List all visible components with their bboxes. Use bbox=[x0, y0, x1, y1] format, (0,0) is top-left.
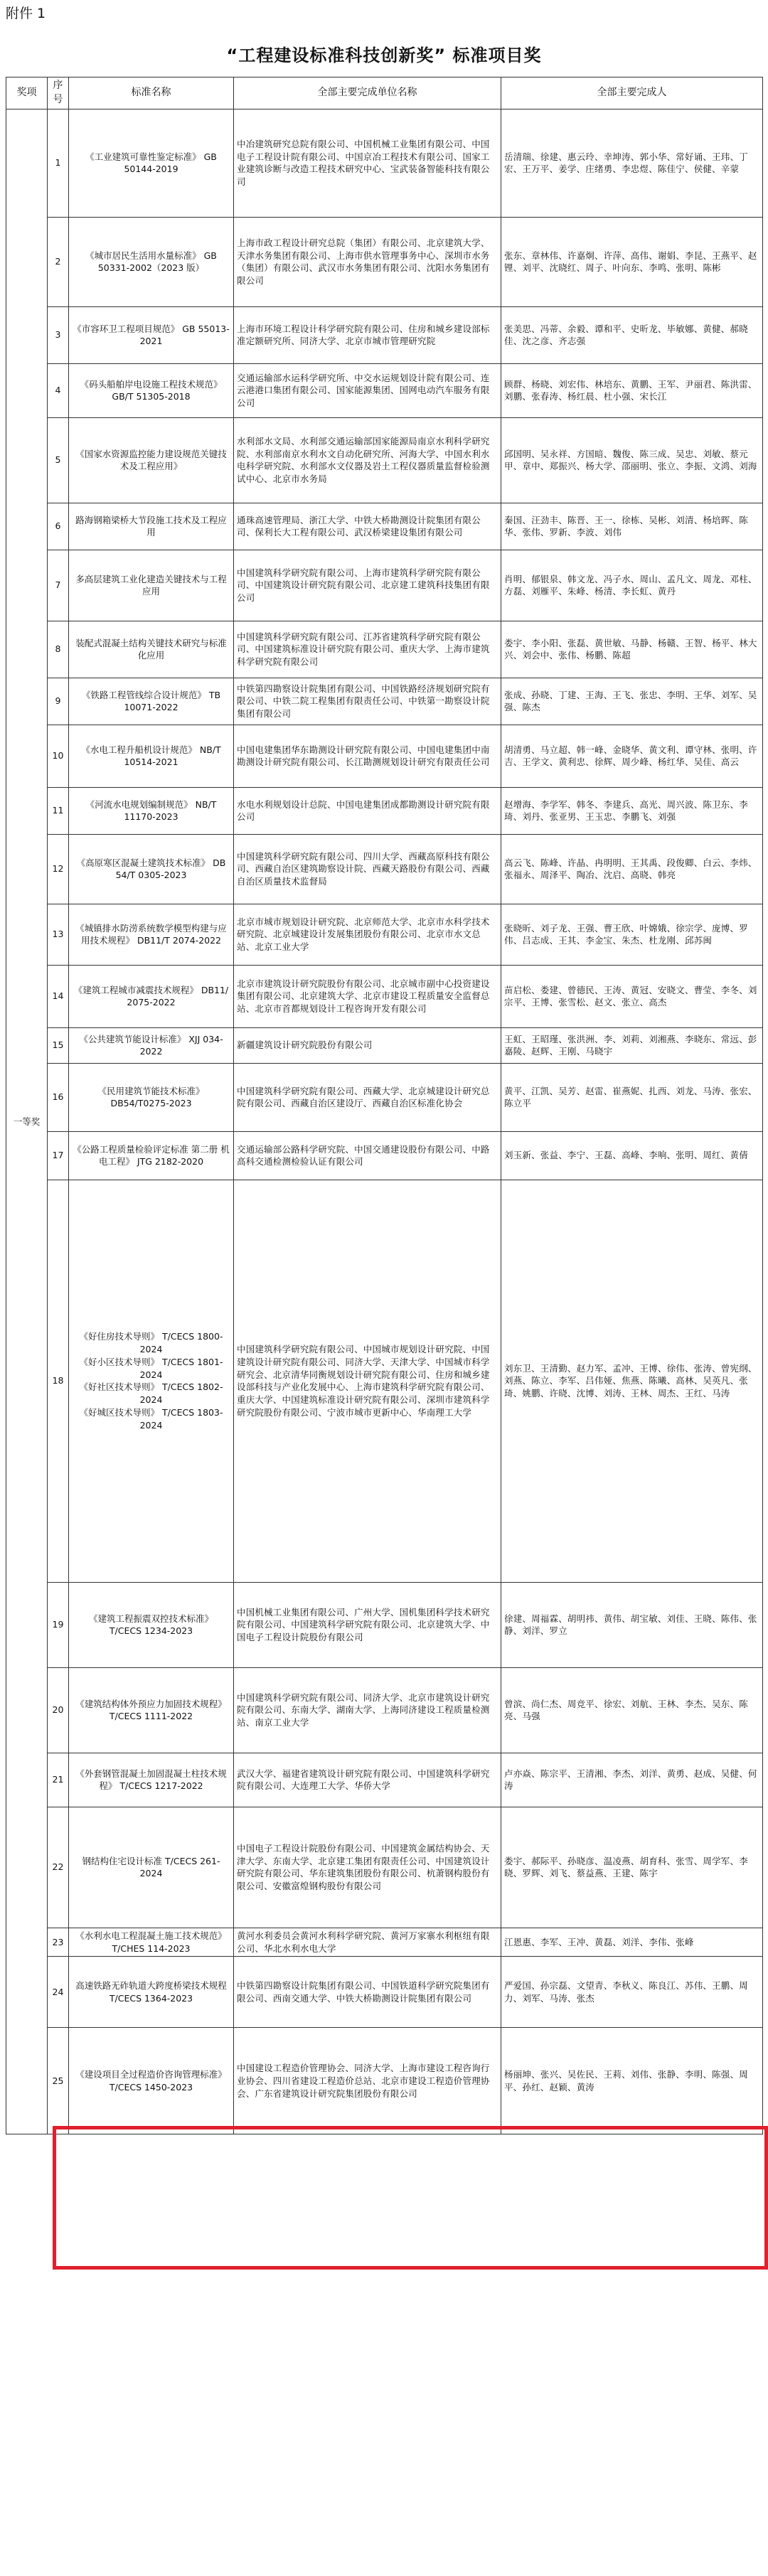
row-number: 15 bbox=[48, 1027, 69, 1063]
row-number: 9 bbox=[48, 678, 69, 725]
people-cell: 邱国明、吴永祥、方国暗、魏俊、陈三成、吴忠、刘敏、蔡元甲、章中、郑振兴、杨大学、邵丽明、张立、李振、文鸿、刘海 bbox=[501, 417, 763, 503]
people-cell: 严爱国、孙宗磊、文望青、李秋义、陈良江、苏伟、王鹏、周力、刘军、马涛、张杰 bbox=[501, 1957, 763, 2028]
table-row bbox=[6, 2028, 763, 2134]
units-cell: 交通运输部公路科学研究院、中国交通建设股份有限公司、中路高科交通检测检验认证有限公司 bbox=[234, 1131, 501, 1180]
table-header-row bbox=[6, 78, 763, 109]
table-row bbox=[6, 109, 763, 217]
row-number: 1 bbox=[48, 109, 69, 217]
standard-name: 《外套钢管混凝土加固混凝土柱技术规程》 T/CECS 1217-2022 bbox=[69, 1753, 234, 1807]
table-row bbox=[6, 1957, 763, 2028]
units-cell: 中国建筑科学研究院有限公司、中国城市规划设计研究院、中国建筑设计研究院有限公司、同济大学、天津大学、中国城市科学研究会、北京清华同衡规划设计研究院有限公司、住房和城乡建设部科技与产业化发展中心、上海市建筑科学研究院有限公司、重庆大学、中国建筑标准设计研究院有限公司、深圳市建筑科学研究院股份有限公司、宁波市城市更新中心、华南理工大学 bbox=[234, 1180, 501, 1582]
units-cell: 中国建设工程造价管理协会、同济大学、上海市建设工程咨询行业协会、四川省建设工程造价总站、北京市建设工程造价管理协会、广东省建筑设计研究院集团股份有限公司 bbox=[234, 2028, 501, 2134]
standard-name: 《建筑工程振震双控技术标准》 T/CECS 1234-2023 bbox=[69, 1582, 234, 1667]
units-cell: 北京市建筑设计研究院股份有限公司、北京城市副中心投资建设集团有限公司、北京建筑大学、北京市建设工程质量安全监督总站、北京市首都规划设计工程咨询开发有限公司 bbox=[234, 965, 501, 1027]
people-cell: 赵增海、李学军、韩冬、李建兵、高光、周兴波、陈卫东、李琦、刘丹、张亚男、王玉忠、李鹏飞、刘强 bbox=[501, 787, 763, 834]
header-no: 序号 bbox=[48, 78, 69, 109]
award-level: 一等奖 bbox=[6, 109, 48, 2134]
people-cell: 秦国、汪劲丰、陈晋、王一、徐栋、吴彬、刘清、杨培晖、陈华、张伟、罗新、李波、刘伟 bbox=[501, 503, 763, 550]
people-cell: 王虹、王昭瑾、张洪洲、李、刘莉、刘湘燕、李晓东、常远、彭嘉陵、赵辉、王刚、马晓宇 bbox=[501, 1027, 763, 1063]
row-number: 18 bbox=[48, 1180, 69, 1582]
table-row bbox=[6, 1027, 763, 1063]
standard-name: 《铁路工程管线综合设计规范》 TB 10071-2022 bbox=[69, 678, 234, 725]
table-row bbox=[6, 1180, 763, 1582]
units-cell: 中国电子工程设计院股份有限公司、中国建筑金属结构协会、天津大学、东南大学、北京建工集团有限责任公司、中国建筑设计研究院有限公司、华东建筑集团股份有限公司、杭萧钢构股份有限公司、安徽富煌钢构股份有限公司 bbox=[234, 1807, 501, 1928]
standard-name: 高速铁路无砟轨道大跨度桥梁技术规程 T/CECS 1364-2023 bbox=[69, 1957, 234, 2028]
standard-name: 《公路工程质量检验评定标准 第二册 机电工程》 JTG 2182-2020 bbox=[69, 1131, 234, 1180]
table-row bbox=[6, 306, 763, 363]
table-row bbox=[6, 1063, 763, 1131]
units-cell: 中铁第四勘察设计院集团有限公司、中国铁路经济规划研究院有限公司、中铁二院工程集团有限责任公司、中铁第一勘察设计院集团有限公司 bbox=[234, 678, 501, 725]
row-number: 7 bbox=[48, 550, 69, 621]
row-number: 6 bbox=[48, 503, 69, 550]
table-row bbox=[6, 217, 763, 306]
table-row bbox=[6, 1807, 763, 1928]
units-cell: 水电水利规划设计总院、中国电建集团成都勘测设计研究院有限公司 bbox=[234, 787, 501, 834]
row-number: 20 bbox=[48, 1667, 69, 1753]
people-cell: 顾群、杨晓、刘宏伟、林培东、黄鹏、王军、尹丽君、陈洪雷、刘鹏、张春涛、杨红晨、杜小强、宋长江 bbox=[501, 363, 763, 417]
units-cell: 中铁第四勘察设计院集团有限公司、中国铁道科学研究院集团有限公司、西南交通大学、中铁大桥勘测设计院集团有限公司 bbox=[234, 1957, 501, 2028]
people-cell: 张东、章林伟、许嘉炯、许萍、高伟、谢娟、李昆、王燕平、赵锂、刘平、沈晓红、周子、叶向东、李鸣、张明、陈彬 bbox=[501, 217, 763, 306]
row-number: 19 bbox=[48, 1582, 69, 1667]
standard-name: 装配式混凝土结构关键技术研究与标准化应用 bbox=[69, 621, 234, 678]
standard-name: 《好住房技术导则》 T/CECS 1800-2024 《好小区技术导则》 T/CECS 1801-2024 《好社区技术导则》 T/CECS 1802-2024 《好城区技术导则》 T/CECS 1803-2024 bbox=[69, 1180, 234, 1582]
standard-name: 《公共建筑节能设计标准》 XJJ 034-2022 bbox=[69, 1027, 234, 1063]
table-row bbox=[6, 678, 763, 725]
people-cell: 卢亦焱、陈宗平、王清湘、李杰、刘洋、黄勇、赵成、吴健、何涛 bbox=[501, 1753, 763, 1807]
table-row bbox=[6, 1582, 763, 1667]
highlight-box bbox=[53, 2126, 768, 2270]
header-name: 标准名称 bbox=[69, 78, 234, 109]
row-number: 22 bbox=[48, 1807, 69, 1928]
people-cell: 徐建、周福霖、胡明祎、黄伟、胡宝敏、刘佳、王晓、陈伟、张静、刘洋、罗立 bbox=[501, 1582, 763, 1667]
standard-name: 路海钢箱梁桥大节段施工技术及工程应用 bbox=[69, 503, 234, 550]
units-cell: 中国建筑科学研究院有限公司、江苏省建筑科学研究院有限公司、中国建筑标准设计研究院有限公司、重庆大学、上海市建筑科学研究院有限公司 bbox=[234, 621, 501, 678]
people-cell: 苗启松、娄建、曾德民、王涛、黄冠、安晓文、曹莹、李冬、刘宗平、王博、张雪松、赵文、张立、高杰 bbox=[501, 965, 763, 1027]
people-cell: 张美思、冯蒂、余毅、谭和平、史昕龙、毕敏娜、黄健、郝晓佳、沈之彦、齐志强 bbox=[501, 306, 763, 363]
table-row bbox=[6, 1131, 763, 1180]
units-cell: 中国电建集团华东勘测设计研究院有限公司、中国电建集团中南勘测设计研究院有限公司、长江勘测规划设计研究有限责任公司 bbox=[234, 725, 501, 787]
standard-name: 《建设项目全过程造价咨询管理标准》 T/CECS 1450-2023 bbox=[69, 2028, 234, 2134]
units-cell: 中国机械工业集团有限公司、广州大学、国机集团科学技术研究院有限公司、中国建筑科学研究院有限公司、北京建筑大学、中国电子工程设计院股份有限公司 bbox=[234, 1582, 501, 1667]
units-cell: 中国建筑科学研究院有限公司、上海市建筑科学研究院有限公司、中国建筑设计研究院有限公司、北京建工建筑科技集团有限公司 bbox=[234, 550, 501, 621]
standard-name: 《水利水电工程混凝土施工技术规范》 T/CHES 114-2023 bbox=[69, 1928, 234, 1957]
people-cell: 娄宇、郝际平、孙晓彦、温凌燕、胡育科、张雪、周学军、李晓、罗辉、刘飞、蔡益燕、王建、陈宇 bbox=[501, 1807, 763, 1928]
standard-name: 多高层建筑工业化建造关键技术与工程应用 bbox=[69, 550, 234, 621]
people-cell: 江恩惠、李军、王冲、黄磊、刘洋、李伟、张峰 bbox=[501, 1928, 763, 1957]
table-row bbox=[6, 787, 763, 834]
awards-table bbox=[6, 77, 763, 2134]
row-number: 12 bbox=[48, 834, 69, 904]
standard-name: 《民用建筑节能技术标准》 DB54/T0275-2023 bbox=[69, 1063, 234, 1131]
table-row bbox=[6, 725, 763, 787]
table-row bbox=[6, 965, 763, 1027]
row-number: 5 bbox=[48, 417, 69, 503]
row-number: 13 bbox=[48, 904, 69, 965]
units-cell: 北京市城市规划设计研究院、北京师范大学、北京市水科学技术研究院、北京城建设计发展集团股份有限公司、北京市水文总站、北京工业大学 bbox=[234, 904, 501, 965]
row-number: 2 bbox=[48, 217, 69, 306]
row-number: 25 bbox=[48, 2028, 69, 2134]
table-row bbox=[6, 1928, 763, 1957]
page-title: “工程建设标准科技创新奖” 标准项目奖 bbox=[226, 46, 542, 65]
people-cell: 刘玉新、张益、李宁、王磊、高峰、李响、张明、周红、黄倩 bbox=[501, 1131, 763, 1180]
units-cell: 黄河水利委员会黄河水利科学研究院、黄河万家寨水利枢纽有限公司、华北水利水电大学 bbox=[234, 1928, 501, 1957]
units-cell: 水利部水文局、水利部交通运输部国家能源局南京水利科学研究院、水利部南京水利水文自动化研究所、河海大学、中国水利水电科学研究院、水利部水文仪器及岩土工程仪器质量监督检验测试中心、北京市水务局 bbox=[234, 417, 501, 503]
people-cell: 杨丽坤、张兴、吴佐民、王莉、刘伟、张静、李明、陈强、周平、孙红、赵颖、黄涛 bbox=[501, 2028, 763, 2134]
standard-name: 《城镇排水防涝系统数学模型构建与应用技术规程》 DB11/T 2074-2022 bbox=[69, 904, 234, 965]
standard-name: 《码头船舶岸电设施工程技术规范》 GB/T 51305-2018 bbox=[69, 363, 234, 417]
units-cell: 武汉大学、福建省建筑设计研究院有限公司、中国建筑科学研究院有限公司、大连理工大学、华侨大学 bbox=[234, 1753, 501, 1807]
row-number: 10 bbox=[48, 725, 69, 787]
people-cell: 曾滨、尚仁杰、周竞平、徐宏、刘航、王林、李杰、吴东、陈亮、马强 bbox=[501, 1667, 763, 1753]
people-cell: 刘东卫、王清勤、赵力军、孟冲、王博、徐伟、张涛、曾宪纲、刘燕、陈立、李军、吕伟娅、焦燕、陈曦、高林、吴英凡、张琦、姚鹏、许晓、沈博、刘涛、王林、周杰、王红、马涛 bbox=[501, 1180, 763, 1582]
table-row bbox=[6, 550, 763, 621]
units-cell: 新疆建筑设计研究院股份有限公司 bbox=[234, 1027, 501, 1063]
units-cell: 交通运输部水运科学研究所、中交水运规划设计院有限公司、连云港港口集团有限公司、国家能源集团、国网电动汽车服务有限公司 bbox=[234, 363, 501, 417]
row-number: 17 bbox=[48, 1131, 69, 1180]
standard-name: 《工业建筑可靠性鉴定标准》 GB 50144-2019 bbox=[69, 109, 234, 217]
units-cell: 上海市政工程设计研究总院（集团）有限公司、北京建筑大学、天津水务集团有限公司、上海市供水管理事务中心、深圳市水务（集团）有限公司、武汉市水务集团有限公司、沈阳水务集团有限公司 bbox=[234, 217, 501, 306]
standard-name: 《高原寒区混凝土建筑技术标准》 DB 54/T 0305-2023 bbox=[69, 834, 234, 904]
table-row bbox=[6, 417, 763, 503]
people-cell: 肖明、郁银泉、韩文龙、冯子水、周山、孟凡文、周龙、邓柱、方磊、刘雁平、朱峰、杨清、李长虹、黄丹 bbox=[501, 550, 763, 621]
table-row bbox=[6, 1753, 763, 1807]
units-cell: 上海市环境工程设计科学研究院有限公司、住房和城乡建设部标准定额研究所、同济大学、北京市城市管理研究院 bbox=[234, 306, 501, 363]
standard-name: 《国家水资源监控能力建设规范关键技术及工程应用》 bbox=[69, 417, 234, 503]
table-row bbox=[6, 363, 763, 417]
standard-name: 《河流水电规划编制规范》 NB/T 11170-2023 bbox=[69, 787, 234, 834]
people-cell: 高云飞、陈峰、许晶、冉明明、王其禹、段俊卿、白云、李炜、张福永、周泽平、陶冶、沈启、高晓、韩亮 bbox=[501, 834, 763, 904]
row-number: 24 bbox=[48, 1957, 69, 2028]
row-number: 3 bbox=[48, 306, 69, 363]
table-row bbox=[6, 621, 763, 678]
header-units: 全部主要完成单位名称 bbox=[234, 78, 501, 109]
standard-name: 《水电工程升船机设计规范》 NB/T 10514-2021 bbox=[69, 725, 234, 787]
people-cell: 黄平、江凯、吴芳、赵雷、崔燕妮、扎西、刘龙、马涛、张宏、陈立平 bbox=[501, 1063, 763, 1131]
row-number: 11 bbox=[48, 787, 69, 834]
people-cell: 张成、孙晓、丁建、王海、王飞、张忠、李明、王华、刘军、吴强、陈杰 bbox=[501, 678, 763, 725]
table-row bbox=[6, 1667, 763, 1753]
standard-name: 《建筑结构体外预应力加固技术规程》 T/CECS 1111-2022 bbox=[69, 1667, 234, 1753]
standard-name: 钢结构住宅设计标准 T/CECS 261-2024 bbox=[69, 1807, 234, 1928]
row-number: 14 bbox=[48, 965, 69, 1027]
units-cell: 中冶建筑研究总院有限公司、中国机械工业集团有限公司、中国电子工程设计院有限公司、中国京冶工程技术有限公司、国家工业建筑诊断与改造工程技术研究中心、宝武装备智能科技有限公司 bbox=[234, 109, 501, 217]
standard-name: 《城市居民生活用水量标准》 GB 50331-2002（2023 版） bbox=[69, 217, 234, 306]
table-row bbox=[6, 904, 763, 965]
people-cell: 岳清瑞、徐建、惠云玲、幸坤涛、郭小华、常好诵、王玮、丁宏、王万平、姜学、庄绪勇、李忠煜、陈佳宁、侯健、辛蒙 bbox=[501, 109, 763, 217]
standard-name: 《建筑工程城市减震技术规程》 DB11/ 2075-2022 bbox=[69, 965, 234, 1027]
row-number: 4 bbox=[48, 363, 69, 417]
header-people: 全部主要完成人 bbox=[501, 78, 763, 109]
table-body bbox=[6, 109, 763, 2134]
people-cell: 胡清勇、马立超、韩一峰、金晓华、黄文利、谭守林、张明、许吉、王学文、黄利忠、徐辉、周少峰、杨红华、吴佳、高云 bbox=[501, 725, 763, 787]
row-number: 21 bbox=[48, 1753, 69, 1807]
units-cell: 中国建筑科学研究院有限公司、西藏大学、北京城建设计研究总院有限公司、西藏自治区建设厅、西藏自治区标准化协会 bbox=[234, 1063, 501, 1131]
units-cell: 中国建筑科学研究院有限公司、同济大学、北京市建筑设计研究院有限公司、东南大学、湖南大学、上海同济建设工程质量检测站、南京工业大学 bbox=[234, 1667, 501, 1753]
people-cell: 娄宇、李小阳、张磊、黄世敏、马静、杨赣、王智、杨平、林大兴、刘会中、张伟、杨鹏、陈超 bbox=[501, 621, 763, 678]
row-number: 8 bbox=[48, 621, 69, 678]
table-row bbox=[6, 503, 763, 550]
header-level: 奖项 bbox=[6, 78, 48, 109]
table-row bbox=[6, 834, 763, 904]
units-cell: 中国建筑科学研究院有限公司、四川大学、西藏高原科技有限公司、西藏自治区建筑勘察设计院、西藏天路股份有限公司、西藏自治区质量技术监督局 bbox=[234, 834, 501, 904]
people-cell: 张晓昕、刘子龙、王强、曹王欣、叶嫦娥、徐宗学、庞博、罗伟、吕志成、王其、李金宝、朱杰、杜龙刚、邱苏闽 bbox=[501, 904, 763, 965]
row-number: 16 bbox=[48, 1063, 69, 1131]
row-number: 23 bbox=[48, 1928, 69, 1957]
attachment-label: 附件 1 bbox=[6, 6, 46, 21]
standard-name: 《市容环卫工程项目规范》 GB 55013-2021 bbox=[69, 306, 234, 363]
units-cell: 通珠高速管理局、浙江大学、中铁大桥勘测设计院集团有限公司、保利长大工程有限公司、武汉桥梁建设集团有限公司 bbox=[234, 503, 501, 550]
